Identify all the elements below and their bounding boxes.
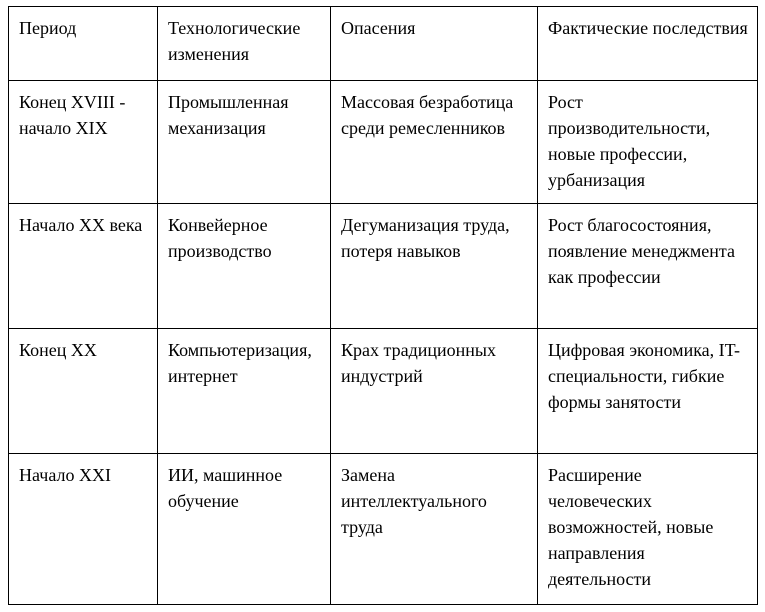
cell-tech-change: Компьютеризация, интернет [158,329,331,454]
header-tech-changes: Технологические изменения [158,7,331,81]
cell-tech-change: ИИ, машинное обучение [158,454,331,605]
cell-period: Начало XX века [9,204,158,329]
cell-tech-change: Конвейерное производство [158,204,331,329]
cell-tech-change: Промышленная механизация [158,81,331,204]
cell-fears: Крах традиционных индустрий [331,329,538,454]
table-row [9,329,758,454]
tech-history-table [8,6,758,605]
cell-period: Начало XXI [9,454,158,605]
cell-fears: Дегуманизация труда, потеря навыков [331,204,538,329]
cell-period: Конец XX [9,329,158,454]
table-row [9,454,758,605]
cell-outcome: Расширение человеческих возможностей, новые направления деятельности [538,454,758,605]
table-row [9,81,758,204]
cell-outcome: Цифровая экономика, IT-специальности, гибкие формы занятости [538,329,758,454]
cell-outcome: Рост благосостояния, появление менеджмента как профессии [538,204,758,329]
header-period: Период [9,7,158,81]
cell-fears: Массовая безработица среди ремесленников [331,81,538,204]
table-row [9,204,758,329]
cell-fears: Замена интеллектуального труда [331,454,538,605]
cell-period: Конец XVIII - начало XIX [9,81,158,204]
header-actual-consequences: Фактические последствия [538,7,758,81]
cell-outcome: Рост производительности, новые профессии, урбанизация [538,81,758,204]
header-fears: Опасения [331,7,538,81]
table-header-row [9,7,758,81]
